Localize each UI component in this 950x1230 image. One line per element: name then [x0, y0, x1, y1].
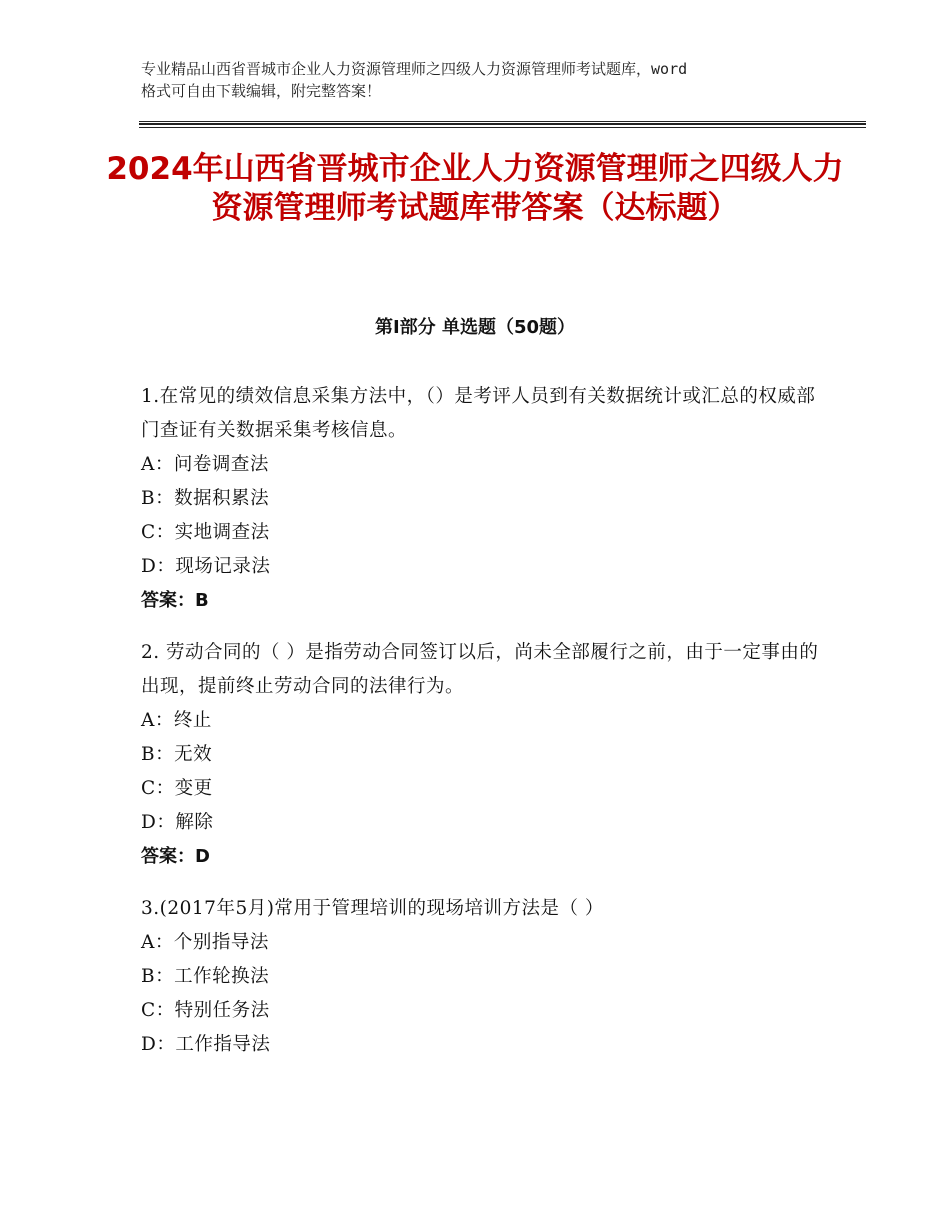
- header-rule-bottom: [139, 127, 866, 128]
- option-c: C：特别任务法: [141, 1000, 270, 1021]
- answer: 答案：B: [141, 590, 209, 611]
- header-rule-middle: [139, 123, 866, 125]
- question-1: [141, 380, 821, 618]
- header-note: 专业精品山西省晋城市企业人力资源管理师之四级人力资源管理师考试题库，word 格式可自由下载编辑，附完整答案！: [141, 60, 688, 100]
- option-b: B：无效: [141, 744, 213, 765]
- document-title: 2024年山西省晋城市企业人力资源管理师之四级人力资源管理师考试题库带答案（达标题）: [106, 151, 844, 226]
- section-title: 第Ⅰ部分 单选题（50题）: [374, 317, 575, 338]
- option-b: B：工作轮换法: [141, 966, 270, 987]
- question-3: [141, 892, 821, 1062]
- question-text: 3.(2017年5月)常用于管理培训的现场培训方法是（ ）: [141, 898, 604, 919]
- option-c: C：实地调查法: [141, 522, 270, 543]
- question-list: [141, 380, 821, 1080]
- option-d: D：现场记录法: [141, 556, 271, 577]
- option-c: C：变更: [141, 778, 213, 799]
- question-text: 1.在常见的绩效信息采集方法中，（）是考评人员到有关数据统计或汇总的权威部门查证有关数据采集考核信息。: [141, 386, 816, 441]
- option-a: A：问卷调查法: [141, 454, 269, 475]
- question-2: [141, 636, 821, 874]
- answer: 答案：D: [141, 846, 210, 867]
- option-b: B：数据积累法: [141, 488, 270, 509]
- question-text: 2. 劳动合同的（ ）是指劳动合同签订以后，尚未全部履行之前，由于一定事由的出现，提前终止劳动合同的法律行为。: [141, 642, 819, 697]
- option-d: D：工作指导法: [141, 1034, 271, 1055]
- option-d: D：解除: [141, 812, 214, 833]
- option-a: A：终止: [141, 710, 212, 731]
- header-rule-top: [139, 121, 866, 122]
- option-a: A：个别指导法: [141, 932, 269, 953]
